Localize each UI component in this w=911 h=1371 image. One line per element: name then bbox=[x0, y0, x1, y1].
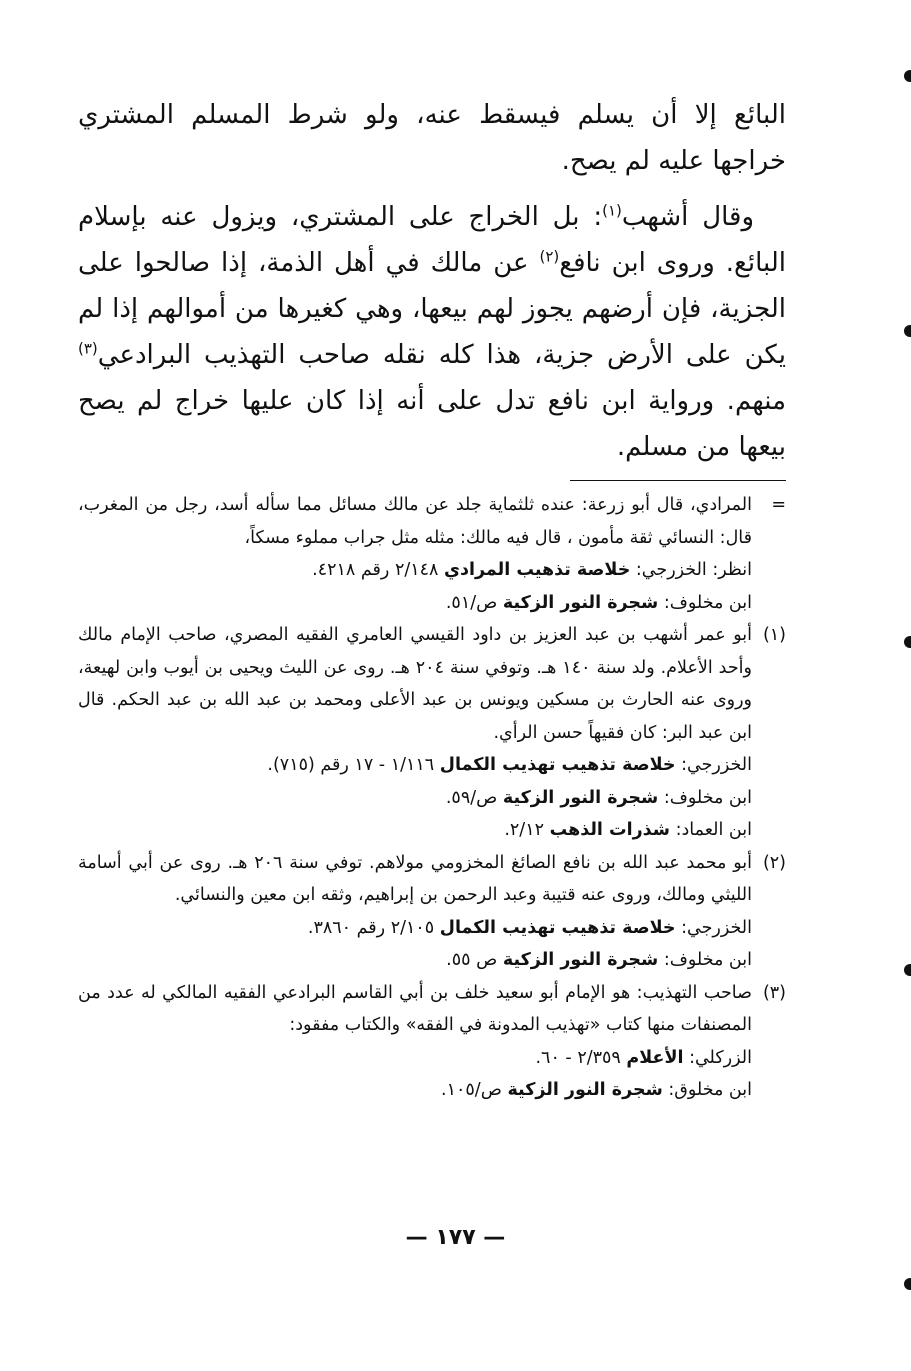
reference-author: ابن مخلوف: bbox=[663, 950, 752, 970]
footnote-1-reference-2 bbox=[78, 782, 752, 815]
book-page bbox=[78, 92, 786, 1107]
reference-location: ١/١١٦ - ١٧ رقم (٧١٥). bbox=[267, 755, 435, 775]
footnote-ref-2[interactable]: (٢) bbox=[539, 247, 560, 266]
footnote-ref-3[interactable]: (٣) bbox=[78, 339, 98, 358]
paragraph-2-text-a: وقال أشهب bbox=[621, 202, 754, 232]
reference-title: شذرات الذهب bbox=[549, 820, 671, 840]
footnote-1-marker: (١) bbox=[762, 625, 786, 645]
footnote-divider bbox=[570, 480, 786, 481]
footnote-2-reference-1 bbox=[78, 912, 752, 945]
reference-title: شجرة النور الزكية bbox=[502, 787, 659, 808]
footnotes bbox=[78, 489, 786, 1107]
paragraph-1-text: البائع إلا أن يسلم فيسقط عنه، ولو شرط المسلم المشتري خراجها عليه لم يصح. bbox=[78, 100, 786, 176]
reference-location: ص/٥٩. bbox=[445, 787, 498, 808]
reference-title: خلاصة تذهيب تهذيب الكمال bbox=[439, 917, 676, 938]
footnote-3-reference-2 bbox=[78, 1074, 752, 1107]
footnote-3-marker: (٣) bbox=[762, 982, 786, 1003]
footnote-3-text: صاحب التهذيب: هو الإمام أبو سعيد خلف بن أبي القاسم البرادعي الفقيه المالكي له عدد من المصنفات منها كتاب «تهذيب المدونة في الفقه» والكتاب مفقود: bbox=[78, 982, 752, 1035]
reference-location: ص ٥٥. bbox=[446, 950, 498, 970]
footnote-ref-1[interactable]: (١) bbox=[602, 201, 622, 220]
footnote-2 bbox=[78, 847, 786, 977]
reference-author: ابن مخلوف: bbox=[663, 787, 752, 808]
footnote-continued-reference-1 bbox=[78, 554, 752, 587]
footnote-continued-body bbox=[78, 489, 752, 619]
footnote-1-reference-1 bbox=[78, 749, 752, 782]
footnote-continued-text: المرادي، قال أبو زرعة: عنده ثلثماية جلد عن مالك مسائل مما سأله أسد، رجل من المغرب، قال: النسائي ثقة مأمون ، قال فيه مالك: مثله مثل جراب مملوء مسكاً، bbox=[78, 495, 752, 548]
footnote-continued bbox=[78, 489, 786, 619]
footnote-continued-marker: = bbox=[771, 495, 786, 515]
scan-edge-mark bbox=[904, 1278, 911, 1290]
reference-location: ص/٥١. bbox=[445, 592, 498, 613]
reference-location: ص/١٠٥. bbox=[441, 1080, 502, 1100]
footnote-2-body bbox=[78, 847, 752, 977]
scan-edge-mark bbox=[904, 70, 911, 82]
reference-title: شجرة النور الزكية bbox=[507, 1080, 663, 1100]
reference-location: ٢/٣٥٩ - ٦٠. bbox=[535, 1047, 621, 1068]
main-text bbox=[78, 92, 786, 470]
footnote-1 bbox=[78, 619, 786, 847]
footnote-1-body bbox=[78, 619, 752, 847]
reference-author: ابن العماد: bbox=[675, 820, 752, 840]
reference-location: ٢/١٢. bbox=[504, 820, 545, 840]
paragraph-1 bbox=[78, 92, 786, 184]
reference-author: انظر: الخزرجي: bbox=[635, 560, 752, 580]
scan-edge-mark bbox=[904, 964, 911, 976]
reference-location: ٢/١٠٥ رقم ٣٨٦٠. bbox=[307, 917, 435, 938]
reference-title: شجرة النور الزكية bbox=[502, 950, 659, 970]
scan-edge-mark bbox=[904, 325, 911, 337]
paragraph-2-text-b: : بل الخراج على المشتري، ويزول عنه بإسلام البائع. وروى ابن نافع bbox=[78, 202, 786, 278]
page-number: — ١٧٧ — bbox=[405, 1225, 506, 1250]
reference-author: الخزرجي: bbox=[681, 755, 752, 775]
footnote-1-reference-3 bbox=[78, 814, 752, 847]
footnote-3 bbox=[78, 977, 786, 1107]
footnote-continued-reference-2 bbox=[78, 587, 752, 620]
reference-author: الزركلي: bbox=[689, 1047, 752, 1068]
footnote-2-text: أبو محمد عبد الله بن نافع الصائغ المخزومي مولاهم. توفي سنة ٢٠٦ هـ. روى عن أبي أسامة الليثي ومالك، وروى عنه قتيبة وعبد الرحمن بن إبراهيم، وثقه ابن معين والنسائي. bbox=[78, 852, 752, 905]
reference-author: ابن مخلوف: bbox=[663, 592, 752, 613]
footnote-2-marker: (٢) bbox=[762, 852, 786, 873]
footnote-1-text: أبو عمر أشهب بن عبد العزيز بن داود القيسي العامري الفقيه المصري، صاحب الإمام مالك وأحد الأعلام. ولد سنة ١٤٠ هـ. وتوفي سنة ٢٠٤ هـ. روى عن الليث ويحيى بن أيوب وابن لهيعة، وروى عنه الحارث بن مسكين ويونس بن عبد الأعلى ومحمد بن عبد الله بن عبد الحكم. قال ابن عبد البر: كان فقيهاً حسن الرأي. bbox=[78, 625, 752, 743]
reference-title: خلاصة تذهيب تهذيب الكمال bbox=[439, 755, 676, 775]
footnote-3-reference-1 bbox=[78, 1042, 752, 1075]
paragraph-2-text-d: منهم. ورواية ابن نافع تدل على أنه إذا كان عليها خراج لم يصح بيعها من مسلم. bbox=[78, 386, 786, 462]
footnote-3-body bbox=[78, 977, 752, 1107]
reference-title: الأعلام bbox=[626, 1047, 684, 1068]
paragraph-2 bbox=[78, 194, 786, 470]
footnote-2-reference-2 bbox=[78, 944, 752, 977]
scan-edge-mark bbox=[904, 636, 911, 648]
reference-author: الخزرجي: bbox=[681, 917, 752, 938]
reference-location: ٢/١٤٨ رقم ٤٢١٨. bbox=[312, 560, 439, 580]
reference-title: خلاصة تذهيب المرادي bbox=[444, 560, 631, 580]
reference-title: شجرة النور الزكية bbox=[502, 592, 659, 613]
reference-author: ابن مخلوق: bbox=[668, 1080, 752, 1100]
paragraph-2-text-c: عن مالك في أهل الذمة، إذا صالحوا على الجزية، فإن أرضهم يجوز لهم بيعها، وهي كغيرها من أموالهم إذا لم يكن على الأرض جزية، هذا كله نقله صاحب التهذيب البرادعي bbox=[78, 248, 786, 370]
